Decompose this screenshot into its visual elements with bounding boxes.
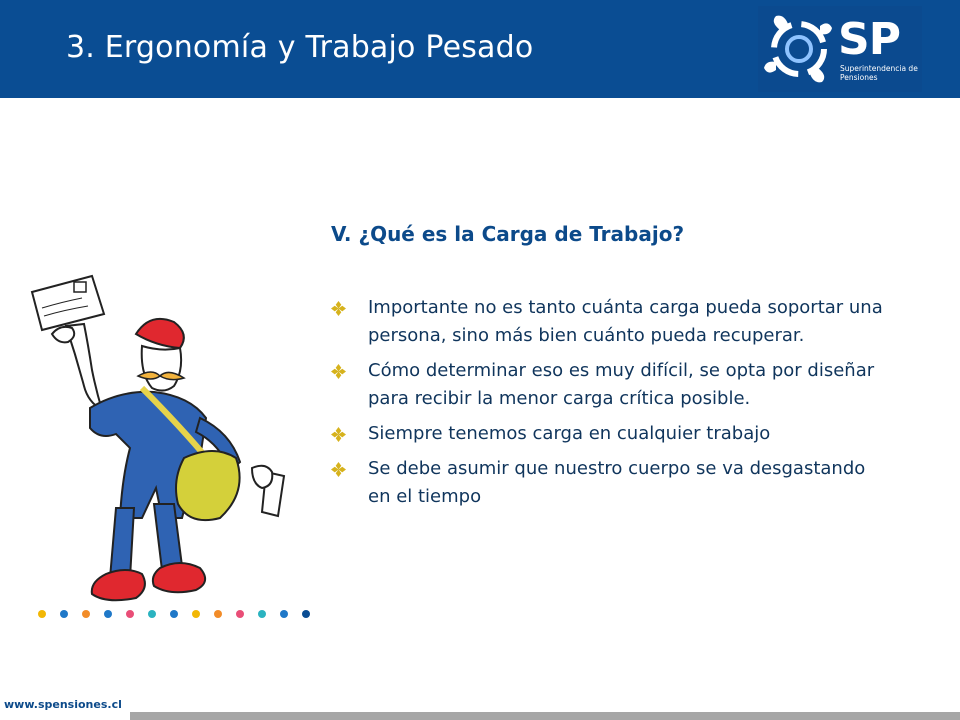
- footer-url-link[interactable]: www.spensiones.cl: [4, 698, 122, 711]
- bullet-item: [331, 294, 891, 350]
- diamond-bullet-icon: [331, 462, 346, 477]
- diamond-bullet-icon: [331, 301, 346, 316]
- mail-carrier-illustration: [22, 268, 312, 628]
- logo-letters: SP: [838, 14, 900, 65]
- bullet-list: [331, 294, 891, 518]
- bullet-item: [331, 420, 891, 448]
- sp-logo: [758, 6, 922, 92]
- diamond-bullet-icon: [331, 427, 346, 442]
- people-ring-icon: [758, 8, 840, 90]
- bullet-item: [331, 455, 891, 511]
- diamond-bullet-icon: [331, 364, 346, 379]
- bullet-text: Se debe asumir que nuestro cuerpo se va desgastando en el tiempo: [368, 458, 866, 507]
- footer-bar: [130, 712, 960, 720]
- bullet-item: [331, 357, 891, 413]
- logo-caption: [840, 64, 924, 82]
- bullet-text: Siempre tenemos carga en cualquier trabajo: [368, 423, 771, 444]
- letter-envelope: [32, 276, 104, 330]
- header-bar: [0, 0, 960, 98]
- logo-caption-line2: Pensiones: [840, 73, 878, 82]
- bullet-text: Cómo determinar eso es muy difícil, se opta por diseñar para recibir la menor carga crítica posible.: [368, 360, 875, 409]
- slide-title: 3. Ergonomía y Trabajo Pesado: [66, 30, 534, 65]
- decorative-dot-row: [38, 610, 310, 618]
- logo-caption-line1: Superintendencia de: [840, 64, 918, 73]
- section-heading: V. ¿Qué es la Carga de Trabajo?: [331, 222, 685, 246]
- bullet-text: Importante no es tanto cuánta carga pueda soportar una persona, sino más bien cuánto pueda recuperar.: [368, 297, 883, 346]
